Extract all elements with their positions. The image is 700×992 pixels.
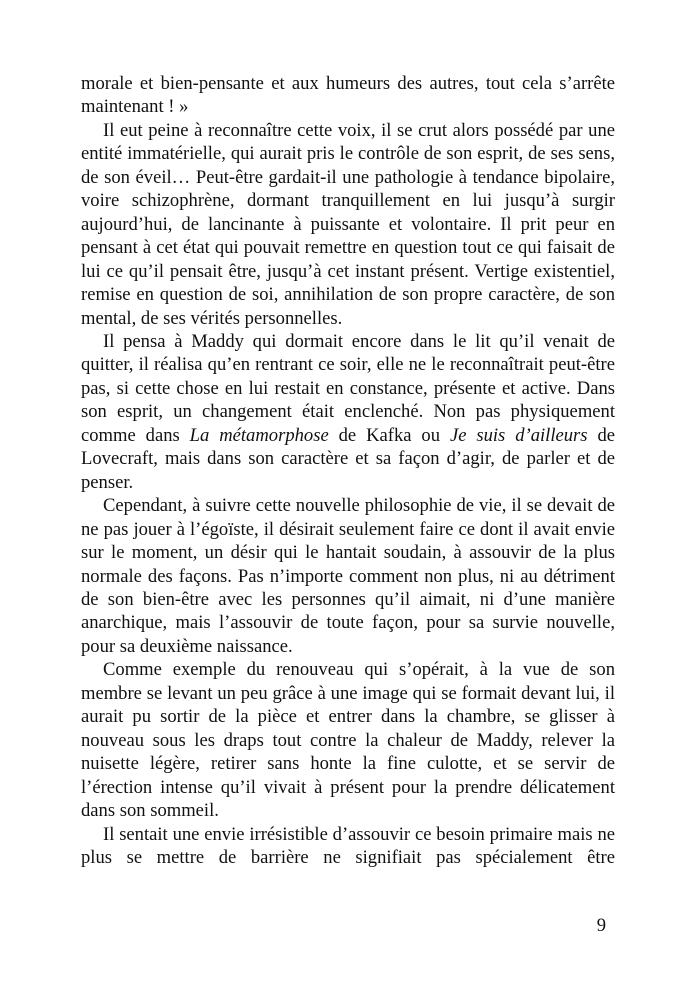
paragraph-1: morale et bien-pensante et aux humeurs des autres, tout cela s’arrête maintenant ! » xyxy=(81,73,615,118)
book-title-je-suis-dailleurs: Je suis d’ailleurs xyxy=(449,424,588,446)
page-number: 9 xyxy=(596,915,606,936)
paragraph-5: Comme exemple du renouveau qui s’opérait, à la vue de son membre se levant un peu grâce à une image qui se formait devant lui, il aurait pu sortir de la pièce et entrer dans la chambre, se glisser à nouveau sous les draps tout contre la chaleur de Maddy, relever la nuisette légère, retirer sans honte la fine culotte, et se servir de l’érection intense qu’il vivait à présent pour la prendre délicatement dans son sommeil. xyxy=(81,659,615,822)
paragraph-3-part-5: de Lovecraft, mais dans son caractère et sa façon d’agir, de parler et de penser. xyxy=(81,424,615,493)
paragraph-3 xyxy=(81,330,615,494)
book-title-la-metamorphose: La métamorphose xyxy=(189,424,329,446)
paragraph-6: Il sentait une envie irrésistible d’assouvir ce besoin primaire mais ne plus se mettre de barrière ne signifiait pas spécialement être xyxy=(81,823,615,868)
paragraph-3-part-3: de Kafka ou xyxy=(328,424,450,446)
paragraph-4: Cependant, à suivre cette nouvelle philosophie de vie, il se devait de ne pas jouer à l’égoïste, il désirait seulement faire ce dont il avait envie sur le moment, un désir qui le hantait soudain, à assouvir de la plus normale des façons. Pas n’importe comment non plus, ni au détriment de son bien-être avec les personnes qu’il aimait, ni d’une manière anarchique, mais l’assouvir de toute façon, pour sa survie nouvelle, pour sa deuxième naissance. xyxy=(81,495,615,657)
paragraph-2: Il eut peine à reconnaître cette voix, il se crut alors possédé par une entité immatérielle, qui aurait pris le contrôle de son esprit, de ses sens, de son éveil… Peut-être gardait-il une pathologie à tendance bipolaire, voire schizophrène, dormant tranquillement en lui jusqu’à surgir aujourd’hui, de lancinante à puissante et volontaire. Il prit peur en pensant à cet état qui pouvait remettre en question tout ce qui faisait de lui ce qu’il pensait être, jusqu’à cet instant présent. Vertige existentiel, remise en question de soi, annihilation de son propre caractère, de son mental, de ses vérités personnelles. xyxy=(81,119,615,329)
paragraph-3-part-1: Il pensa à Maddy qui dormait encore dans le lit qu’il venait de quitter, il réalisa qu’en rentrant ce soir, elle ne le reconnaîtrait peut-être pas, si cette chose en lui restait en constance, présente et active. Dans son esprit, un changement était enclenché. Non pas physiquement comme dans xyxy=(81,330,615,446)
book-page-body xyxy=(81,72,615,869)
